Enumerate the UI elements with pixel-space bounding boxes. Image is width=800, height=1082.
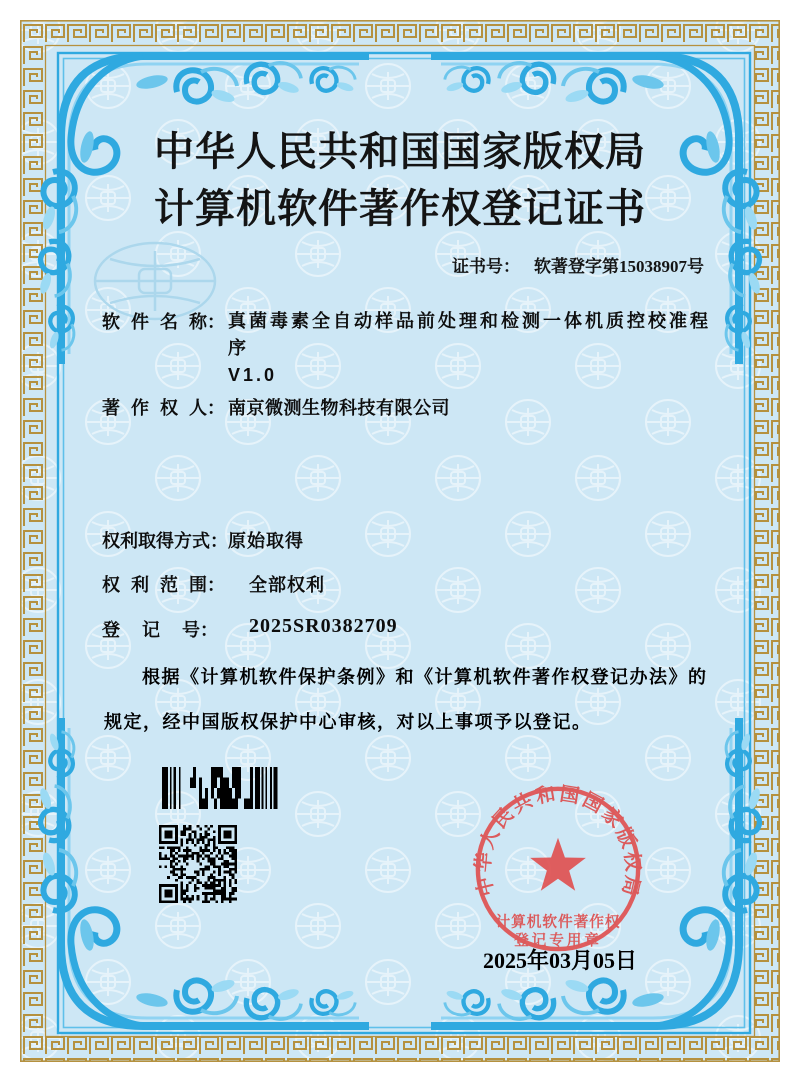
title-line2: 计算机软件著作权登记证书 [154,186,646,231]
field-value-acquisition: 原始取得 [228,531,304,551]
seal-star-icon [530,838,586,891]
seal-line1: 计算机软件著作权 [495,914,621,931]
field-label-scope: 权 利 范 围： [102,575,226,595]
field-value-registration-no: 2025SR0382709 [249,615,398,637]
certificate-number [452,252,704,277]
software-name-text: 真菌毒素全自动样品前处理和检测一体机质控校准程序 [228,311,711,358]
field-value-scope: 全部权利 [249,575,325,595]
title-line1: 中华人民共和国国家版权局 [154,129,646,174]
issue-date: 2025年03月05日 [482,948,637,973]
qr-code [159,825,237,908]
seal-ring-text: 中华人民共和国国家版权局 [473,784,643,899]
software-version: V1.0 [228,365,278,385]
certificate-number-label: 证书号： [452,257,520,276]
barcode [162,767,278,814]
field-label-software-name: 软 件 名 称： [102,312,226,332]
official-seal [470,783,646,953]
field-value-copyright-owner: 南京微测生物科技有限公司 [228,398,450,418]
field-label-copyright-owner: 著 作 权 人： [102,398,226,418]
statement-paragraph: 根据《计算机软件保护条例》和《计算机软件著作权登记办法》的规定，经中国版权保护中心审核，对以上事项予以登记。 [104,667,708,732]
seal-line2: 登记专用章 [514,933,602,950]
certificate-number-value: 软著登字第15038907号 [534,257,704,276]
field-value-software-name [228,308,720,389]
field-label-registration-no: 登 记 号： [102,620,219,640]
field-label-acquisition: 权利取得方式： [102,531,228,551]
